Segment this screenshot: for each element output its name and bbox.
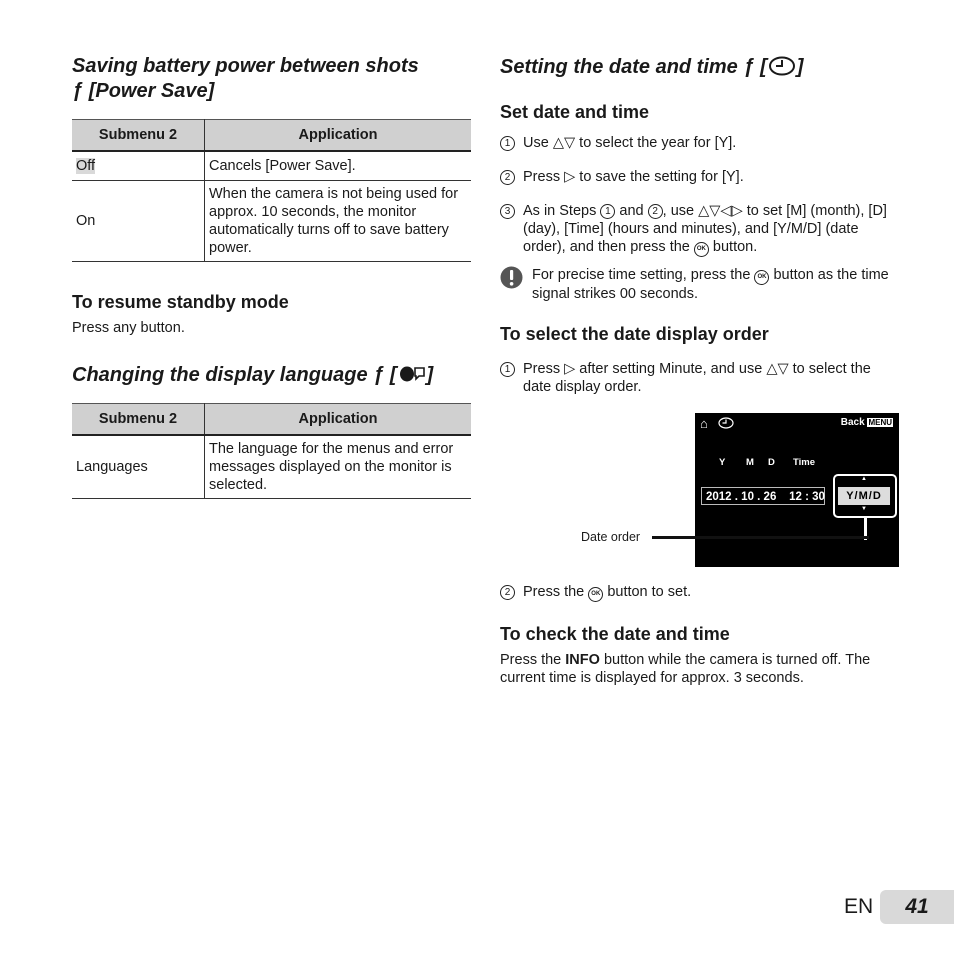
step-text <box>523 168 744 186</box>
bracket-open: [ <box>389 364 397 386</box>
ok-button-icon: OK <box>694 242 709 257</box>
step-number: 1 <box>500 362 515 377</box>
four-way-arrow-icon: △▽◁▷ <box>698 203 743 219</box>
table-cell <box>72 151 205 180</box>
setup-wrench-icon: ƒ <box>743 56 755 78</box>
order-step-2 <box>500 583 900 602</box>
table-cell: Languages <box>72 435 205 499</box>
power-save-title-line2-wrap <box>72 79 472 104</box>
table-row <box>72 151 471 180</box>
step-text <box>523 360 899 396</box>
date-value-field: 2012 . 10 . 26 12 : 30 <box>701 487 825 505</box>
ok-button-icon: OK <box>754 270 769 285</box>
home-icon: ⌂ <box>700 416 708 431</box>
step-text <box>523 583 691 602</box>
step-2 <box>500 168 900 186</box>
bracket-close: ] <box>796 56 804 78</box>
label-y: Y <box>719 457 726 468</box>
page-number: 41 <box>880 890 954 924</box>
label-time: Time <box>793 457 816 468</box>
info-button-label: INFO <box>565 652 600 668</box>
step-text-and: and <box>619 203 644 219</box>
right-arrow-icon: ▷ <box>564 169 576 185</box>
table-cell: When the camera is not being used for approx. 10 seconds, the monitor automatically turns off to save battery power. <box>205 180 472 261</box>
label-m: M <box>746 457 754 468</box>
set-date-heading: Set date and time <box>500 102 650 122</box>
check-text-b: button while the camera is turned off. The current time is displayed for approx. 3 seconds. <box>500 652 871 686</box>
right-arrow-icon: ▷ <box>564 361 576 377</box>
step-text-c: button. <box>712 239 758 255</box>
power-save-table <box>72 119 471 262</box>
step-ref-number: 1 <box>600 204 615 219</box>
clock-icon <box>767 56 797 78</box>
setup-wrench-icon: ƒ <box>72 80 84 102</box>
table-row <box>72 180 471 261</box>
date-time-heading <box>500 55 900 80</box>
date-order-value: Y/M/D <box>838 487 890 505</box>
step-3 <box>500 202 900 257</box>
caution-text-b: button as the time signal strikes 00 seconds. <box>532 267 889 302</box>
step-text-b: to save the setting for [Y]. <box>579 169 744 185</box>
caution-icon <box>500 266 532 303</box>
up-down-arrow-icon: △▽ <box>766 361 789 377</box>
caution-note <box>500 266 900 303</box>
caution-text-a: For precise time setting, press the <box>532 267 751 283</box>
table-header: Submenu 2 <box>72 120 205 152</box>
back-text: Back <box>840 417 865 428</box>
down-triangle-icon: ▼ <box>861 506 867 512</box>
step-text-a: Use <box>523 135 549 151</box>
power-save-heading <box>72 54 472 104</box>
step-number: 1 <box>500 136 515 151</box>
check-heading: To check the date and time <box>500 624 730 644</box>
step-text-a: Press <box>523 361 561 377</box>
check-text-a: Press the <box>500 652 562 668</box>
step-text-use: , use <box>662 203 695 219</box>
table-cell: The language for the menus and error messages displayed on the monitor is selected. <box>205 435 472 499</box>
up-triangle-icon: ▲ <box>861 476 867 482</box>
language-speech-icon <box>397 364 427 386</box>
step-number: 2 <box>500 585 515 600</box>
clock-icon <box>718 416 734 434</box>
resume-text: Press any button. <box>72 320 185 336</box>
step-ref-number: 2 <box>648 204 663 219</box>
bracket-close: ] <box>426 364 434 386</box>
setup-wrench-icon: ƒ <box>373 364 385 386</box>
date-order-callout: Date order <box>581 530 641 544</box>
step-number: 2 <box>500 170 515 185</box>
step-1 <box>500 134 900 152</box>
label-d: D <box>768 457 775 468</box>
table-header: Submenu 2 <box>72 404 205 436</box>
language-title: Changing the display language <box>72 364 368 386</box>
step-text-b: after setting Minute, and use <box>579 361 763 377</box>
bracket-open: [ <box>760 56 767 78</box>
step-text-a: Press <box>523 169 561 185</box>
language-code: EN <box>844 895 874 918</box>
back-label <box>841 417 893 428</box>
callout-line <box>652 536 869 539</box>
check-text <box>500 651 900 687</box>
step-text <box>523 202 899 257</box>
step-text-a: Press the <box>523 584 585 600</box>
table-row <box>72 435 471 499</box>
order-step-1 <box>500 360 900 396</box>
step-number: 3 <box>500 204 515 219</box>
date-order-heading: To select the date display order <box>500 324 769 344</box>
table-cell: Cancels [Power Save]. <box>205 151 472 180</box>
table-cell: On <box>72 180 205 261</box>
step-text-b: button to set. <box>607 584 692 600</box>
off-option-label: Off <box>76 157 96 174</box>
step-text-c: to select the date display order. <box>523 361 871 395</box>
step-text-b: to set [M] (month), [D] (day), [Time] (hours and minutes), and [Y/M/D] (date order), and then press the <box>523 203 887 255</box>
camera-screen <box>695 413 899 567</box>
language-heading <box>72 363 472 388</box>
step-text <box>523 134 736 152</box>
table-header-row <box>72 404 471 436</box>
resume-heading: To resume standby mode <box>72 292 289 312</box>
power-save-title-line2: [Power Save] <box>88 80 215 102</box>
ok-button-icon: OK <box>588 587 603 602</box>
table-header: Application <box>205 404 472 436</box>
table-header-row <box>72 120 471 152</box>
step-text-a: As in Steps <box>523 203 597 219</box>
menu-badge: MENU <box>868 418 892 427</box>
language-table <box>72 403 471 499</box>
table-header: Application <box>205 120 472 152</box>
caution-text <box>532 266 892 303</box>
date-time-title: Setting the date and time <box>500 56 738 78</box>
power-save-title-line1: Saving battery power between shots <box>72 55 419 77</box>
up-down-arrow-icon: △▽ <box>552 135 576 151</box>
step-text-b: to select the year for [Y]. <box>579 135 737 151</box>
